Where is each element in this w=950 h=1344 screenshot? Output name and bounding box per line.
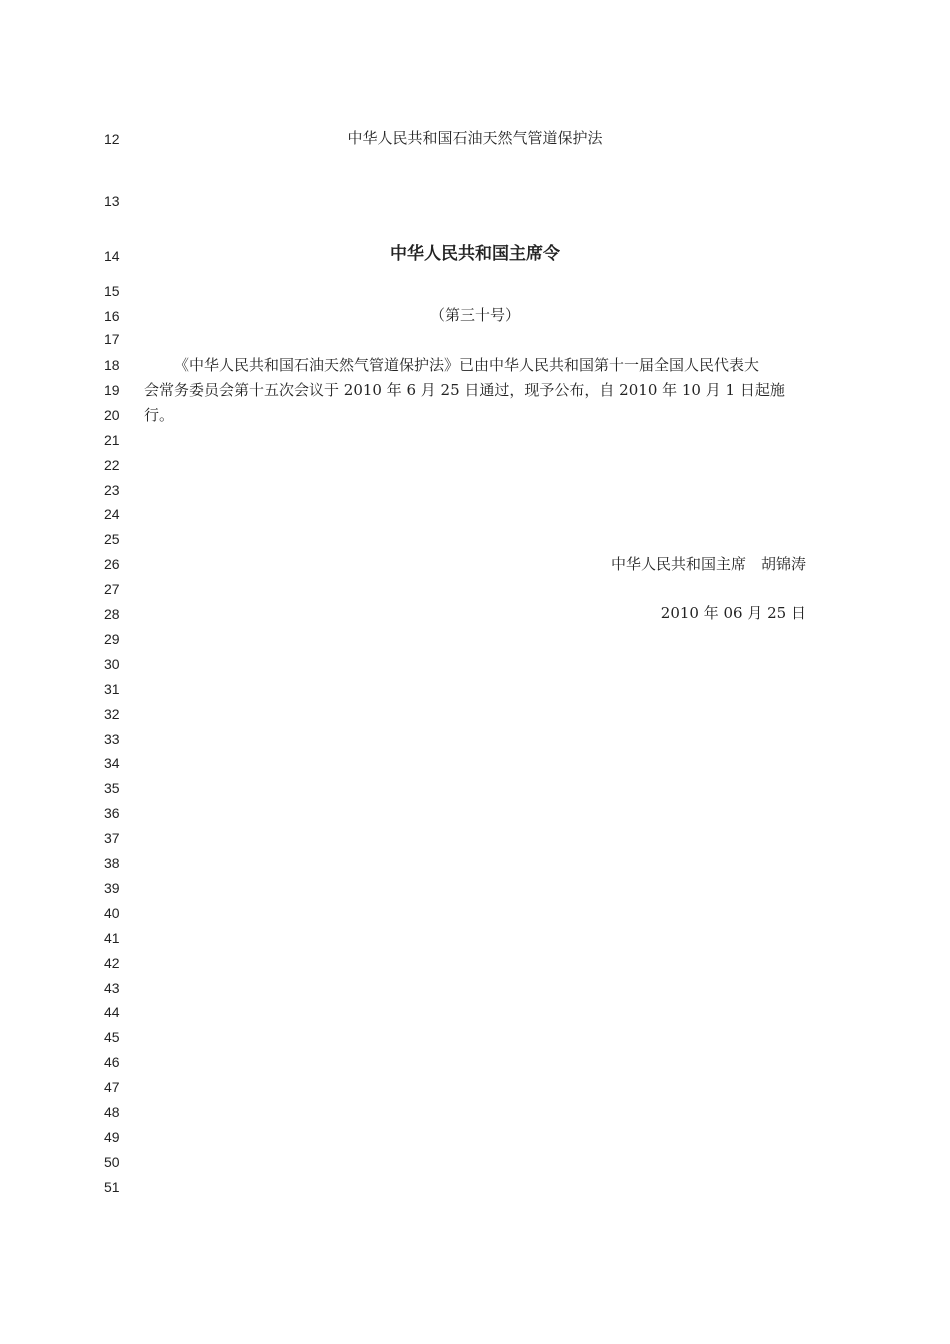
signature: 中华人民共和国主席 胡锦涛 — [610, 555, 806, 573]
line-number: 20 — [104, 407, 120, 423]
line-number: 30 — [104, 656, 120, 672]
line-number: 34 — [104, 755, 120, 771]
line-number: 38 — [104, 855, 120, 871]
line-number: 25 — [104, 531, 120, 547]
line-number: 19 — [104, 382, 120, 398]
line-number: 23 — [104, 482, 120, 498]
line-number: 41 — [104, 930, 120, 946]
line-number: 27 — [104, 581, 120, 597]
body-paragraph — [144, 353, 810, 428]
line-number: 28 — [104, 606, 120, 622]
date: 2010 年 06 月 25 日 — [660, 604, 806, 622]
line-number: 15 — [104, 283, 120, 299]
line-number: 31 — [104, 681, 120, 697]
line-number: 17 — [104, 331, 120, 347]
line-number: 26 — [104, 556, 120, 572]
line-number: 21 — [104, 432, 120, 448]
body-line-1: 《中华人民共和国石油天然气管道保护法》已由中华人民共和国第十一届全国人民代表大 — [174, 356, 760, 374]
line-number: 24 — [104, 506, 120, 522]
line-number: 12 — [104, 131, 120, 147]
line-number: 35 — [104, 780, 120, 796]
line-number: 29 — [104, 631, 120, 647]
line-number: 36 — [104, 805, 120, 821]
line-number: 18 — [104, 357, 120, 373]
line-number: 51 — [104, 1179, 120, 1195]
line-number: 42 — [104, 955, 120, 971]
line-number: 33 — [104, 731, 120, 747]
line-number: 22 — [104, 457, 120, 473]
line-number: 32 — [104, 706, 120, 722]
law-title-header: 中华人民共和国石油天然气管道保护法 — [347, 129, 603, 147]
line-number: 43 — [104, 980, 120, 996]
order-title: 中华人民共和国主席令 — [390, 244, 560, 264]
order-number: （第三十号） — [429, 306, 520, 324]
line-number: 48 — [104, 1104, 120, 1120]
line-number: 50 — [104, 1154, 120, 1170]
line-number: 49 — [104, 1129, 120, 1145]
line-number: 47 — [104, 1079, 120, 1095]
line-number: 14 — [104, 248, 120, 264]
line-number: 44 — [104, 1004, 120, 1020]
line-number: 13 — [104, 193, 120, 209]
body-line-2: 会常务委员会第十五次会议于 2010 年 6 月 25 日通过，现予公布，自 2010 年 10 月 1 日起施行。 — [144, 381, 785, 424]
line-number: 16 — [104, 308, 120, 324]
line-number: 46 — [104, 1054, 120, 1070]
line-number: 37 — [104, 830, 120, 846]
line-number: 40 — [104, 905, 120, 921]
line-number: 39 — [104, 880, 120, 896]
line-number: 45 — [104, 1029, 120, 1045]
